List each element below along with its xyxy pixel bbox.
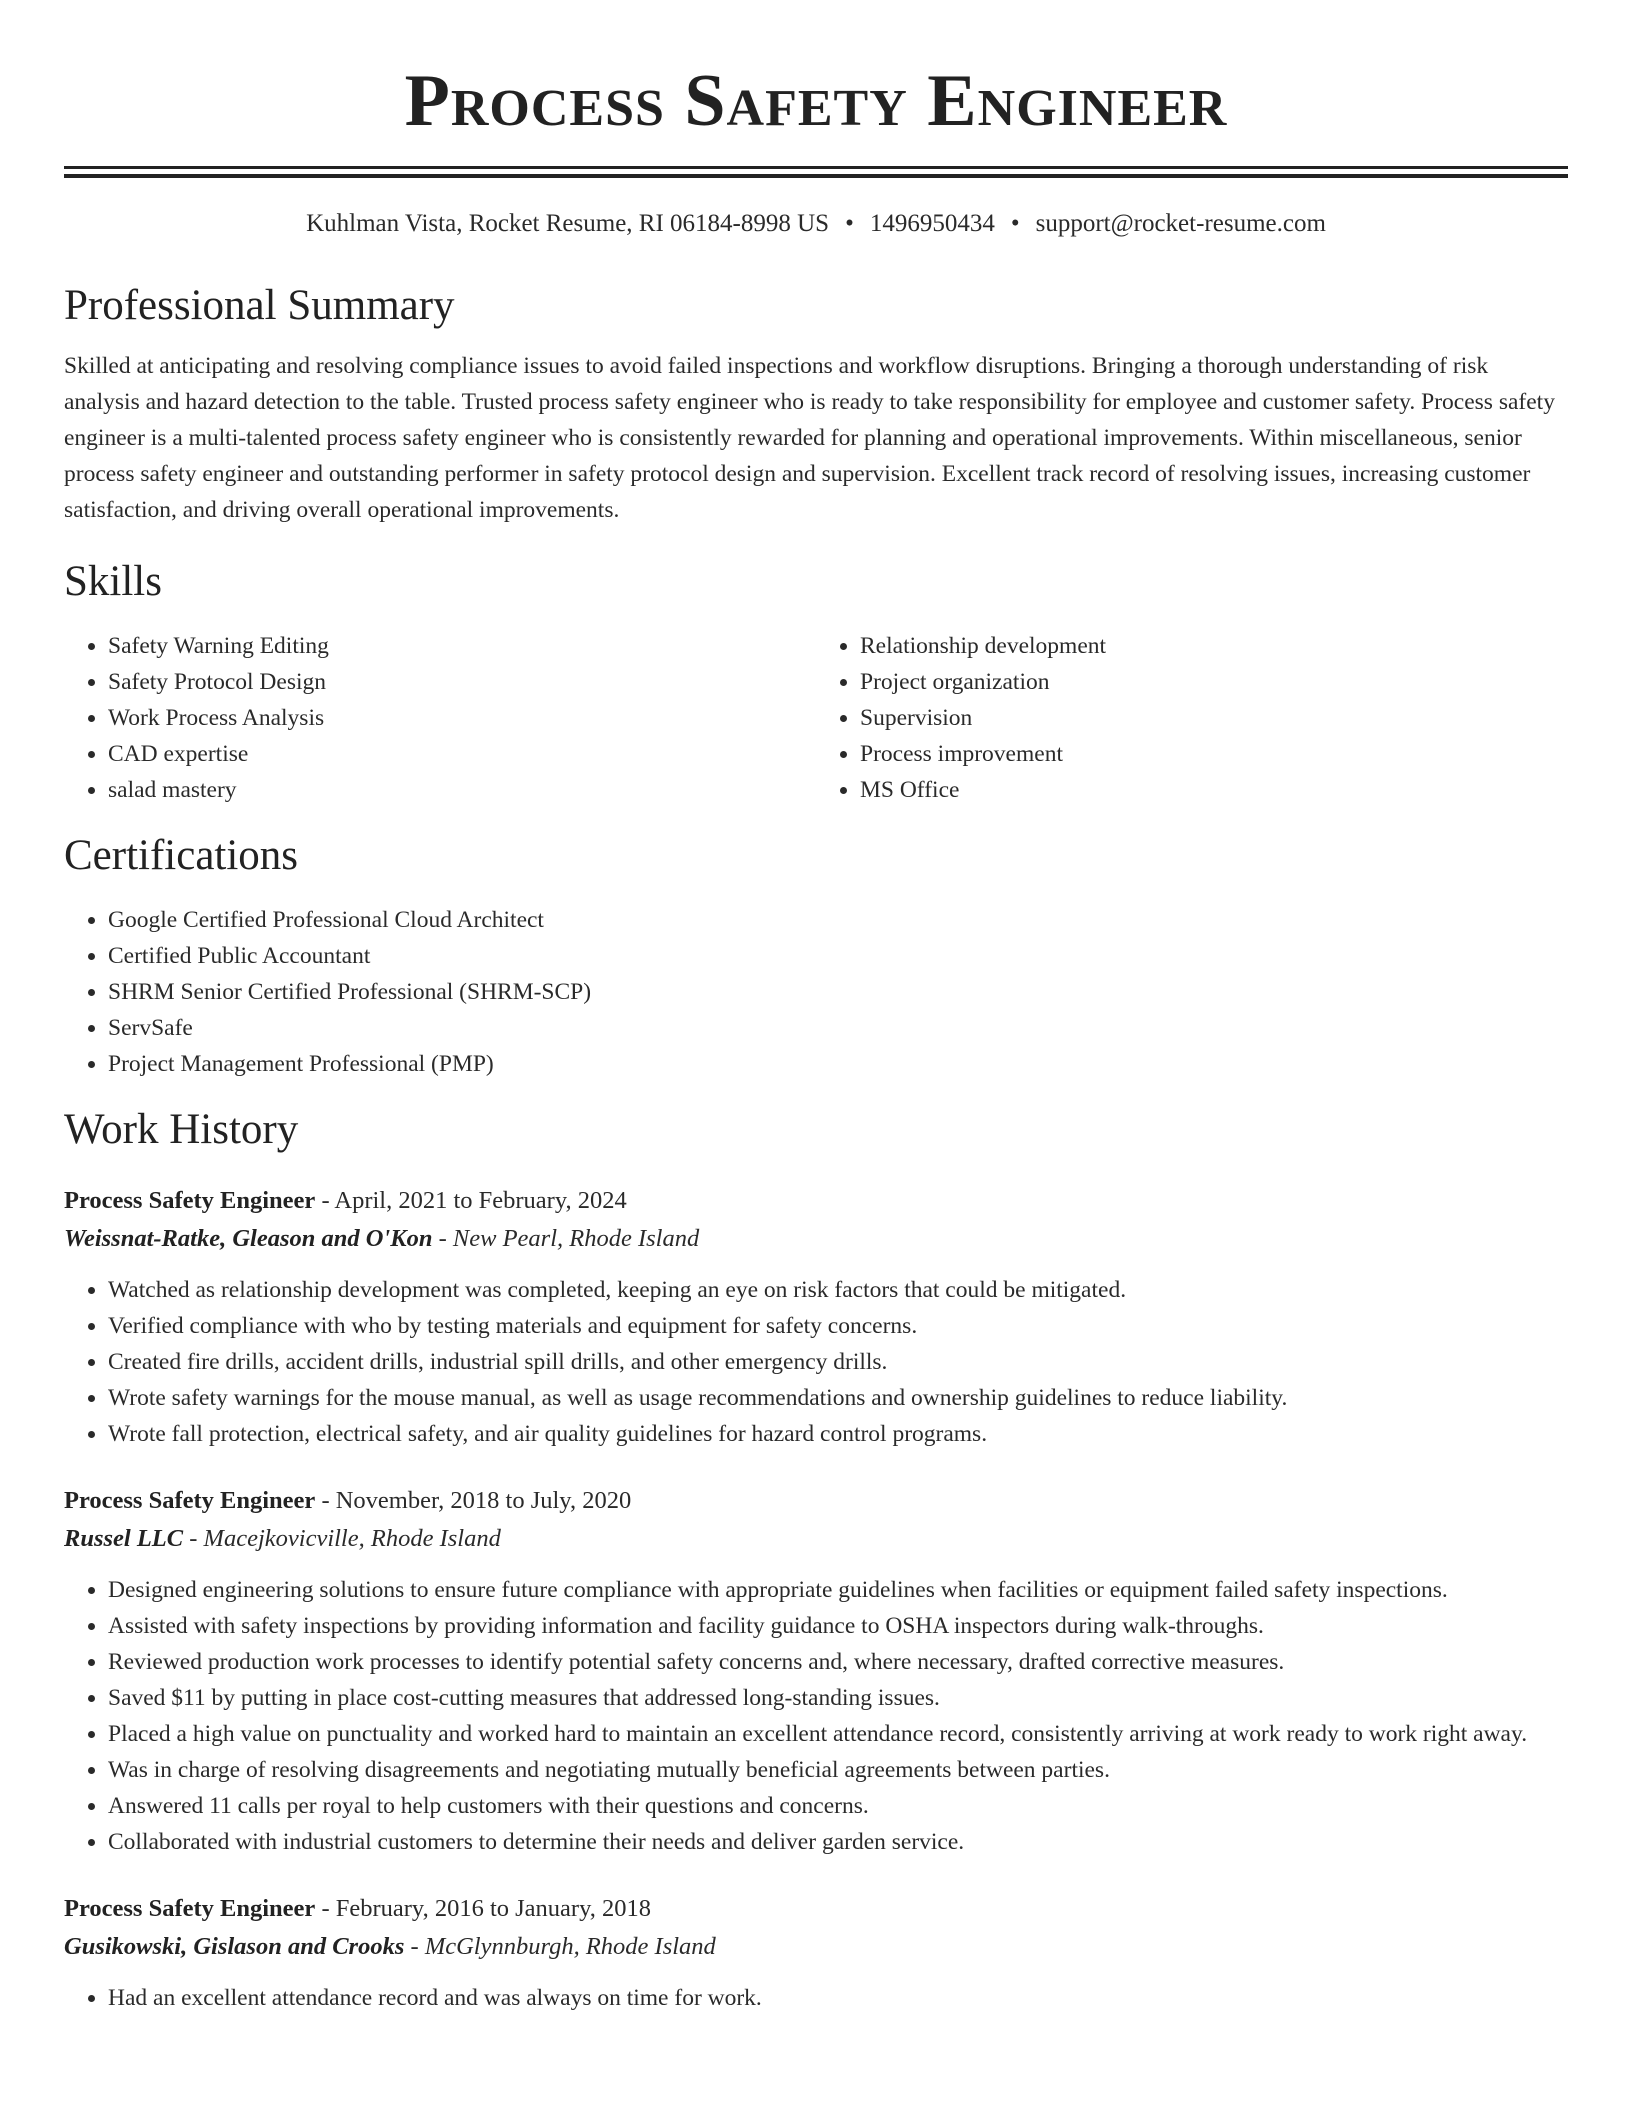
job-title-line (64, 1890, 1568, 1928)
section-heading-work-history: Work History (64, 1106, 299, 1153)
certification-item: • SHRM Senior Certified Professional (SHRM-SCP) (108, 974, 1568, 1010)
job-bullet: • Collaborated with industrial customers to determine their needs and deliver garden service. (108, 1824, 1568, 1860)
job-bullet: • Saved $11 by putting in place cost-cutting measures that addressed long-standing issues. (108, 1680, 1568, 1716)
job-entry (64, 1182, 1568, 1452)
contact-separator: • (1010, 210, 1020, 237)
job-bullet: • Created fire drills, accident drills, industrial spill drills, and other emergency drills. (108, 1344, 1568, 1380)
title-divider (64, 166, 1568, 178)
job-title: Process Safety Engineer (64, 1487, 316, 1514)
job-bullets (64, 1272, 1568, 1452)
job-bullet: • Verified compliance with who by testing materials and equipment for safety concerns. (108, 1308, 1568, 1344)
section-heading-skills: Skills (64, 558, 162, 605)
skills-list-right (816, 628, 1568, 808)
company-dash: - (432, 1225, 453, 1252)
resume-page (64, 0, 1568, 2016)
skill-item: • Safety Warning Editing (108, 628, 816, 664)
job-dates: February, 2016 to January, 2018 (335, 1895, 651, 1922)
certification-item: • Certified Public Accountant (108, 938, 1568, 974)
job-bullets (64, 1572, 1568, 1860)
company-line (64, 1928, 1568, 1966)
contact-email: support@rocket-resume.com (1035, 210, 1326, 237)
job-bullet: • Was in charge of resolving disagreements and negotiating mutually beneficial agreements between parties. (108, 1752, 1568, 1788)
contact-line (64, 208, 1568, 240)
company-dash: - (404, 1933, 425, 1960)
skill-item: • Supervision (860, 700, 1568, 736)
job-bullet: • Designed engineering solutions to ensure future compliance with appropriate guidelines when facilities or equipment failed safety inspections. (108, 1572, 1568, 1608)
skills-columns (64, 628, 1568, 808)
company-line (64, 1220, 1568, 1258)
company-location: New Pearl, Rhode Island (452, 1225, 700, 1252)
section-heading-certifications: Certifications (64, 832, 299, 879)
job-bullet: • Reviewed production work processes to identify potential safety concerns and, where necessary, drafted corrective measures. (108, 1644, 1568, 1680)
company-name: Weissnat-Ratke, Gleason and O'Kon (64, 1225, 433, 1252)
page-title: Process Safety Engineer (404, 60, 1228, 142)
job-title: Process Safety Engineer (64, 1895, 316, 1922)
company-name: Gusikowski, Gislason and Crooks (64, 1933, 405, 1960)
contact-phone: 1496950434 (869, 210, 995, 237)
job-bullet: • Assisted with safety inspections by providing information and facility guidance to OSHA inspectors during walk-throughs. (108, 1608, 1568, 1644)
summary-text: Skilled at anticipating and resolving compliance issues to avoid failed inspections and workflow disruptions. Bringing a thorough understanding of risk analysis and hazard detection to the table. Trusted process safety engineer who is ready to take responsibility for employee and customer safety. Process safety engineer is a multi-talented process safety engineer who is consistently rewarded for planning and operational improvements. Within miscellaneous, senior process safety engineer and outstanding performer in safety protocol design and supervision. Excellent track record of resolving issues, increasing customer satisfaction, and driving overall operational improvements. (64, 353, 1555, 523)
job-entry (64, 1482, 1568, 1860)
company-dash: - (183, 1525, 204, 1552)
skill-item: • Work Process Analysis (108, 700, 816, 736)
job-title: Process Safety Engineer (64, 1187, 316, 1214)
skill-item: • CAD expertise (108, 736, 816, 772)
job-bullet: • Watched as relationship development was completed, keeping an eye on risk factors that could be mitigated. (108, 1272, 1568, 1308)
certification-item: • ServSafe (108, 1010, 1568, 1046)
contact-address: Kuhlman Vista, Rocket Resume, RI 06184-8998 US (306, 210, 830, 237)
job-bullets (64, 1980, 1568, 2016)
skill-item: • MS Office (860, 772, 1568, 808)
skill-item: • Project organization (860, 664, 1568, 700)
skills-list-left (64, 628, 816, 808)
section-heading-summary: Professional Summary (64, 282, 455, 329)
job-bullet: • Answered 11 calls per royal to help customers with their questions and concerns. (108, 1788, 1568, 1824)
job-dash: - (315, 1895, 336, 1922)
job-title-line (64, 1182, 1568, 1220)
job-bullet: • Placed a high value on punctuality and worked hard to maintain an excellent attendance record, consistently arriving at work ready to work right away. (108, 1716, 1568, 1752)
company-location: Macejkovicville, Rhode Island (203, 1525, 501, 1552)
job-dash: - (315, 1187, 335, 1214)
job-dash: - (315, 1487, 336, 1514)
job-title-line (64, 1482, 1568, 1520)
job-entry (64, 1890, 1568, 2016)
company-location: McGlynnburgh, Rhode Island (424, 1933, 716, 1960)
job-bullet: • Wrote safety warnings for the mouse manual, as well as usage recommendations and ownership guidelines to reduce liability. (108, 1380, 1568, 1416)
company-line (64, 1520, 1568, 1558)
job-bullet: • Had an excellent attendance record and was always on time for work. (108, 1980, 1568, 2016)
contact-separator: • (845, 210, 854, 237)
certifications-list (64, 902, 1568, 1082)
job-dates: April, 2021 to February, 2024 (334, 1187, 627, 1214)
company-name: Russel LLC (64, 1525, 184, 1552)
job-bullet: • Wrote fall protection, electrical safety, and air quality guidelines for hazard control programs. (108, 1416, 1568, 1452)
certification-item: • Project Management Professional (PMP) (108, 1046, 1568, 1082)
skill-item: • Safety Protocol Design (108, 664, 816, 700)
job-dates: November, 2018 to July, 2020 (335, 1487, 632, 1514)
skill-item: • Relationship development (860, 628, 1568, 664)
skill-item: • salad mastery (108, 772, 816, 808)
certification-item: • Google Certified Professional Cloud Architect (108, 902, 1568, 938)
skill-item: • Process improvement (860, 736, 1568, 772)
